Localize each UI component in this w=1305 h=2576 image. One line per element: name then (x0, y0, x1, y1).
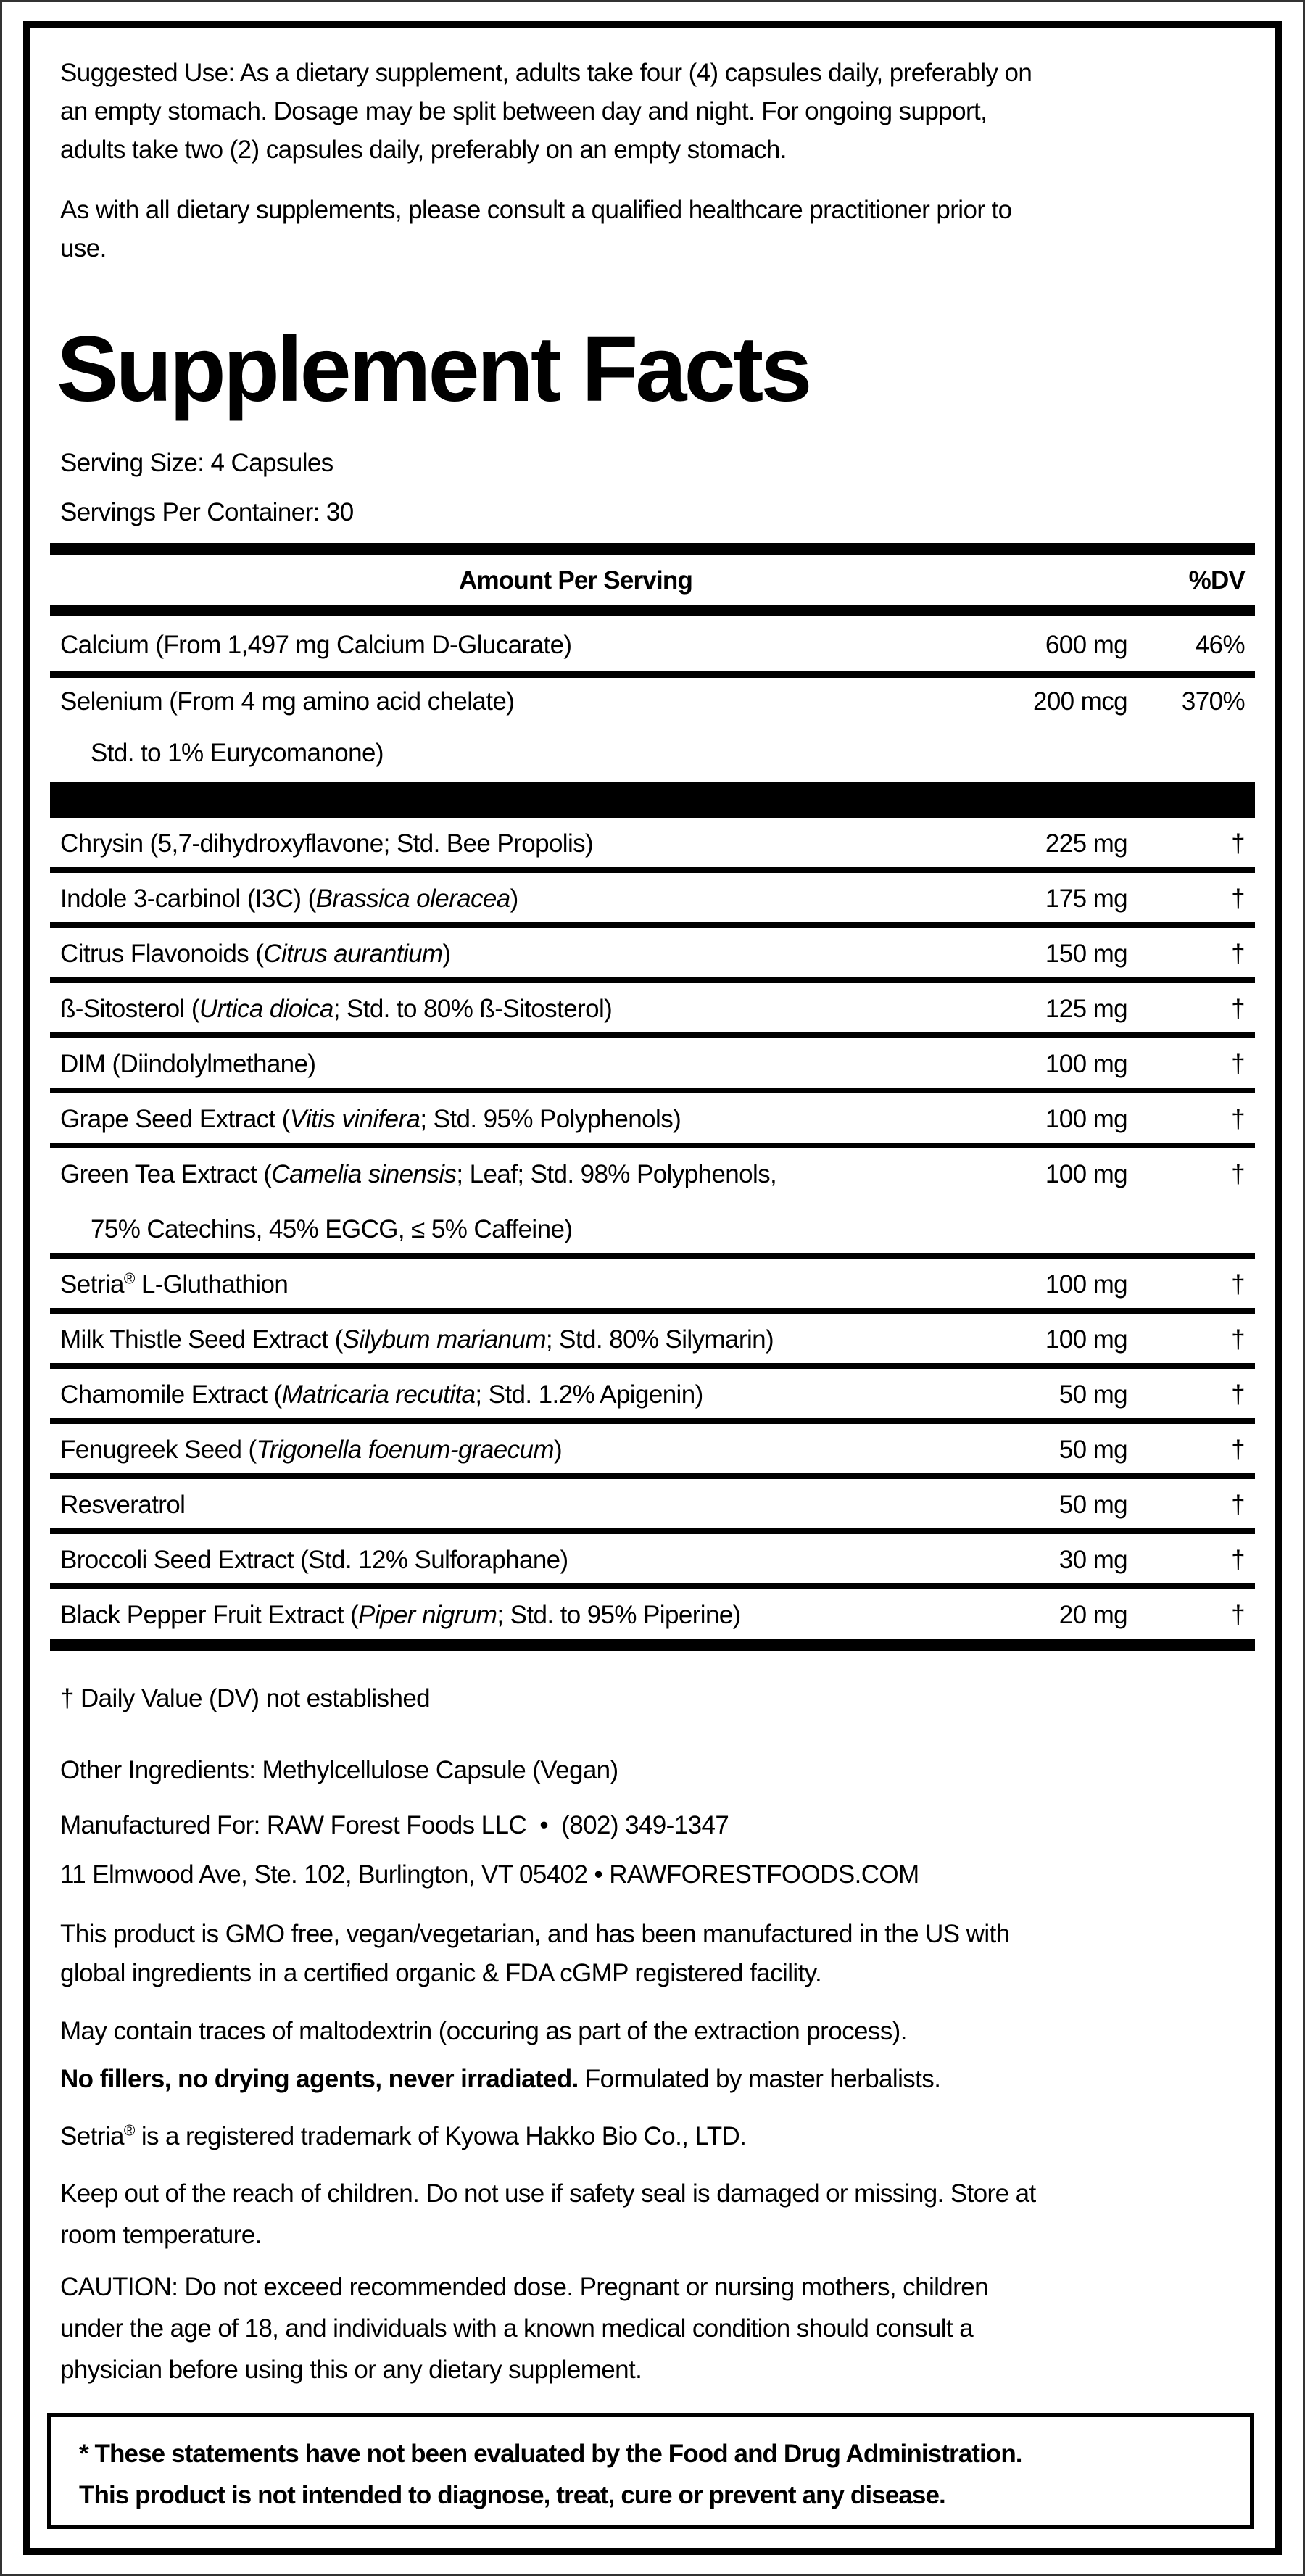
ingredient-name-text: ; Std. 1.2% Apigenin) (475, 1380, 703, 1409)
ingredient-name-line2: 75% Catechins, 45% EGCG, ≤ 5% Caffeine) (91, 1215, 573, 1243)
table-rule (50, 1253, 1255, 1259)
amount-per-serving-header: Amount Per Serving (459, 566, 693, 595)
ingredient-botanical-name: Vitis vinifera (289, 1105, 420, 1133)
ingredient-name-text: ; Std. 80% Silymarin) (545, 1325, 774, 1354)
table-rule (50, 671, 1255, 678)
dagger-icon: † (1231, 885, 1245, 913)
dv-footnote: † Daily Value (DV) not established (60, 1684, 431, 1712)
gmo-statement-line: global ingredients in a certified organic & FDA cGMP registered facility. (60, 1959, 822, 1987)
manufacturer-line: Manufactured For: RAW Forest Foods LLC • (802) 349-1347 (60, 1811, 729, 1839)
table-rule (50, 1528, 1255, 1534)
ingredient-amount: 100 mg (1045, 1325, 1127, 1354)
table-rule-thick (50, 543, 1255, 555)
servings-per-container: Servings Per Container: 30 (60, 498, 354, 526)
suggested-use-line: an empty stomach. Dosage may be split between day and night. For ongoing support, (60, 97, 987, 125)
no-fillers-statement (60, 2060, 940, 2098)
ingredient-botanical-name: Urtica dioica (199, 995, 334, 1023)
ingredient-name-text: ) (553, 1436, 563, 1464)
dagger-icon: † (1231, 1050, 1245, 1078)
setria-trademark-rest: is a registered trademark of Kyowa Hakko Bio Co., LTD. (134, 2122, 747, 2150)
nutrient-amount: 600 mg (1045, 631, 1127, 659)
ingredient-botanical-name: Brassica oleracea (315, 885, 510, 913)
nutrient-dv: 370% (1181, 687, 1245, 716)
ingredient-name-text: Chrysin (5,7-dihydroxyflavone; Std. Bee Propolis) (60, 829, 594, 858)
nutrient-name: Selenium (From 4 mg amino acid chelate) (60, 687, 515, 716)
ingredient-name (60, 1160, 776, 1189)
gmo-statement-line: This product is GMO free, vegan/vegetarian, and has been manufactured in the US with (60, 1920, 1010, 1948)
ingredient-amount: 175 mg (1045, 885, 1127, 913)
dagger-icon: † (1231, 1105, 1245, 1133)
ingredient-name-text: ) (442, 940, 451, 968)
ingredient-amount: 100 mg (1045, 1105, 1127, 1133)
table-rule (50, 1032, 1255, 1038)
ingredient-amount: 30 mg (1058, 1546, 1127, 1574)
dagger-icon: † (1231, 1546, 1245, 1574)
nutrient-name: Calcium (From 1,497 mg Calcium D-Glucarate) (60, 631, 572, 659)
table-rule (50, 1308, 1255, 1314)
suggested-use-line: Suggested Use: As a dietary supplement, adults take four (4) capsules daily, preferably on (60, 59, 1032, 87)
ingredient-name (60, 1105, 681, 1134)
table-rule-thick (50, 1639, 1255, 1651)
table-rule (50, 1418, 1255, 1424)
caution-line: under the age of 18, and individuals with a known medical condition should consult a (60, 2314, 974, 2343)
setria-word: Setria (60, 2122, 124, 2150)
ingredient-name-text: ; Std. to 80% ß-Sitosterol) (333, 995, 613, 1023)
no-fillers-rest: Formulated by master herbalists. (578, 2065, 941, 2093)
page-title: Supplement Facts (57, 318, 810, 421)
ingredient-amount: 125 mg (1045, 995, 1127, 1023)
table-rule-section (50, 782, 1255, 818)
ingredient-name (60, 940, 451, 969)
ingredient-name-text: Broccoli Seed Extract (Std. 12% Sulforaphane) (60, 1546, 568, 1574)
ingredient-name-text: ) (510, 885, 518, 913)
nutrient-amount: 200 mcg (1032, 687, 1127, 716)
ingredient-botanical-name: Matricaria recutita (281, 1380, 476, 1409)
ingredient-name (60, 1270, 288, 1299)
setria-trademark (60, 2117, 746, 2155)
dagger-icon: † (1231, 1270, 1245, 1299)
dagger-icon: † (1231, 1160, 1245, 1188)
manufacturer-address: 11 Elmwood Ave, Ste. 102, Burlington, VT 05402 • RAWFORESTFOODS.COM (60, 1860, 919, 1889)
ingredient-name-text: Resveratrol (60, 1491, 186, 1519)
ingredient-name-text: Indole 3-carbinol (I3C) ( (60, 885, 316, 913)
dagger-icon: † (1231, 940, 1245, 968)
ingredient-botanical-name: Camelia sinensis (271, 1160, 457, 1188)
ingredient-amount: 50 mg (1058, 1436, 1127, 1464)
dagger-icon: † (1231, 1380, 1245, 1409)
table-rule (50, 1088, 1255, 1093)
other-ingredients: Other Ingredients: Methylcellulose Capsule (Vegan) (60, 1756, 618, 1784)
ingredient-botanical-name: Trigonella foenum-graecum (256, 1436, 554, 1464)
ingredient-name-text: ; Leaf; Std. 98% Polyphenols, (456, 1160, 777, 1188)
ingredient-botanical-name: Piper nigrum (358, 1601, 497, 1629)
ingredient-amount: 100 mg (1045, 1050, 1127, 1078)
ingredient-amount: 100 mg (1045, 1160, 1127, 1188)
table-rule (50, 1583, 1255, 1589)
ingredient-name-text: DIM (Diindolylmethane) (60, 1050, 316, 1078)
ingredient-botanical-name: Silybum marianum (342, 1325, 546, 1354)
caution-line: CAUTION: Do not exceed recommended dose. Pregnant or nursing mothers, children (60, 2273, 988, 2301)
storage-line: Keep out of the reach of children. Do not use if safety seal is damaged or missing. Store at (60, 2179, 1036, 2208)
ingredient-name-text: Citrus Flavonoids ( (60, 940, 264, 968)
registered-mark: ® (123, 2122, 135, 2140)
dagger-icon: † (1231, 1325, 1245, 1354)
nutrient-name-line2: Std. to 1% Eurycomanone) (91, 739, 384, 767)
ingredient-name (60, 1546, 568, 1575)
ingredient-name (60, 1601, 741, 1630)
ingredient-name-text: ; Std. to 95% Piperine) (497, 1601, 741, 1629)
ingredient-amount: 100 mg (1045, 1270, 1127, 1299)
ingredient-name-text: L-Gluthathion (134, 1270, 289, 1299)
fda-disclaimer-box (47, 2413, 1254, 2529)
table-rule (50, 1363, 1255, 1369)
registered-mark: ® (123, 1270, 135, 1288)
table-rule (50, 867, 1255, 873)
ingredient-name-text: Grape Seed Extract ( (60, 1105, 290, 1133)
table-rule (50, 1143, 1255, 1148)
caution-line: physician before using this or any dietary supplement. (60, 2356, 642, 2384)
ingredient-amount: 50 mg (1058, 1380, 1127, 1409)
suggested-use-line: adults take two (2) capsules daily, preferably on an empty stomach. (60, 136, 787, 164)
ingredient-name-text: Milk Thistle Seed Extract ( (60, 1325, 343, 1354)
ingredient-amount: 150 mg (1045, 940, 1127, 968)
ingredient-name (60, 1050, 315, 1079)
ingredient-amount: 50 mg (1058, 1491, 1127, 1519)
ingredient-name (60, 885, 518, 914)
table-rule-thick (50, 605, 1255, 616)
ingredient-amount: 225 mg (1045, 829, 1127, 858)
ingredient-name-text: ; Std. 95% Polyphenols) (420, 1105, 682, 1133)
consult-line: As with all dietary supplements, please consult a qualified healthcare practitioner prior to (60, 196, 1012, 224)
ingredient-name-text: Black Pepper Fruit Extract ( (60, 1601, 359, 1629)
maltodextrin-note: May contain traces of maltodextrin (occuring as part of the extraction process). (60, 2017, 907, 2045)
ingredient-name (60, 1491, 185, 1520)
dagger-icon: † (1231, 829, 1245, 858)
dagger-icon: † (1231, 1436, 1245, 1464)
dagger-icon: † (1231, 1601, 1245, 1629)
fda-disclaimer-line: * These statements have not been evaluated by the Food and Drug Administration. (79, 2440, 1022, 2468)
fda-disclaimer-line: This product is not intended to diagnose, treat, cure or prevent any disease. (79, 2481, 945, 2509)
ingredient-botanical-name: Citrus aurantium (263, 940, 443, 968)
serving-size: Serving Size: 4 Capsules (60, 449, 334, 477)
no-fillers-bold: No fillers, no drying agents, never irradiated. (60, 2065, 579, 2093)
ingredient-name-text: Fenugreek Seed ( (60, 1436, 257, 1464)
ingredient-name-text: ß-Sitosterol ( (60, 995, 199, 1023)
ingredient-name-text: Setria (60, 1270, 124, 1299)
table-rule (50, 977, 1255, 983)
ingredient-name (60, 995, 612, 1024)
dagger-icon: † (1231, 995, 1245, 1023)
dv-header: %DV (1188, 566, 1245, 595)
ingredient-name (60, 1436, 562, 1465)
consult-line: use. (60, 234, 107, 262)
table-rule (50, 1473, 1255, 1479)
ingredient-amount: 20 mg (1058, 1601, 1127, 1629)
ingredient-name (60, 1380, 703, 1409)
storage-line: room temperature. (60, 2221, 262, 2249)
ingredient-name-text: Chamomile Extract ( (60, 1380, 282, 1409)
table-rule (50, 922, 1255, 928)
ingredient-name (60, 829, 593, 858)
ingredient-name-text: Green Tea Extract ( (60, 1160, 272, 1188)
dagger-icon: † (1231, 1491, 1245, 1519)
nutrient-dv: 46% (1195, 631, 1245, 659)
ingredient-name (60, 1325, 774, 1354)
